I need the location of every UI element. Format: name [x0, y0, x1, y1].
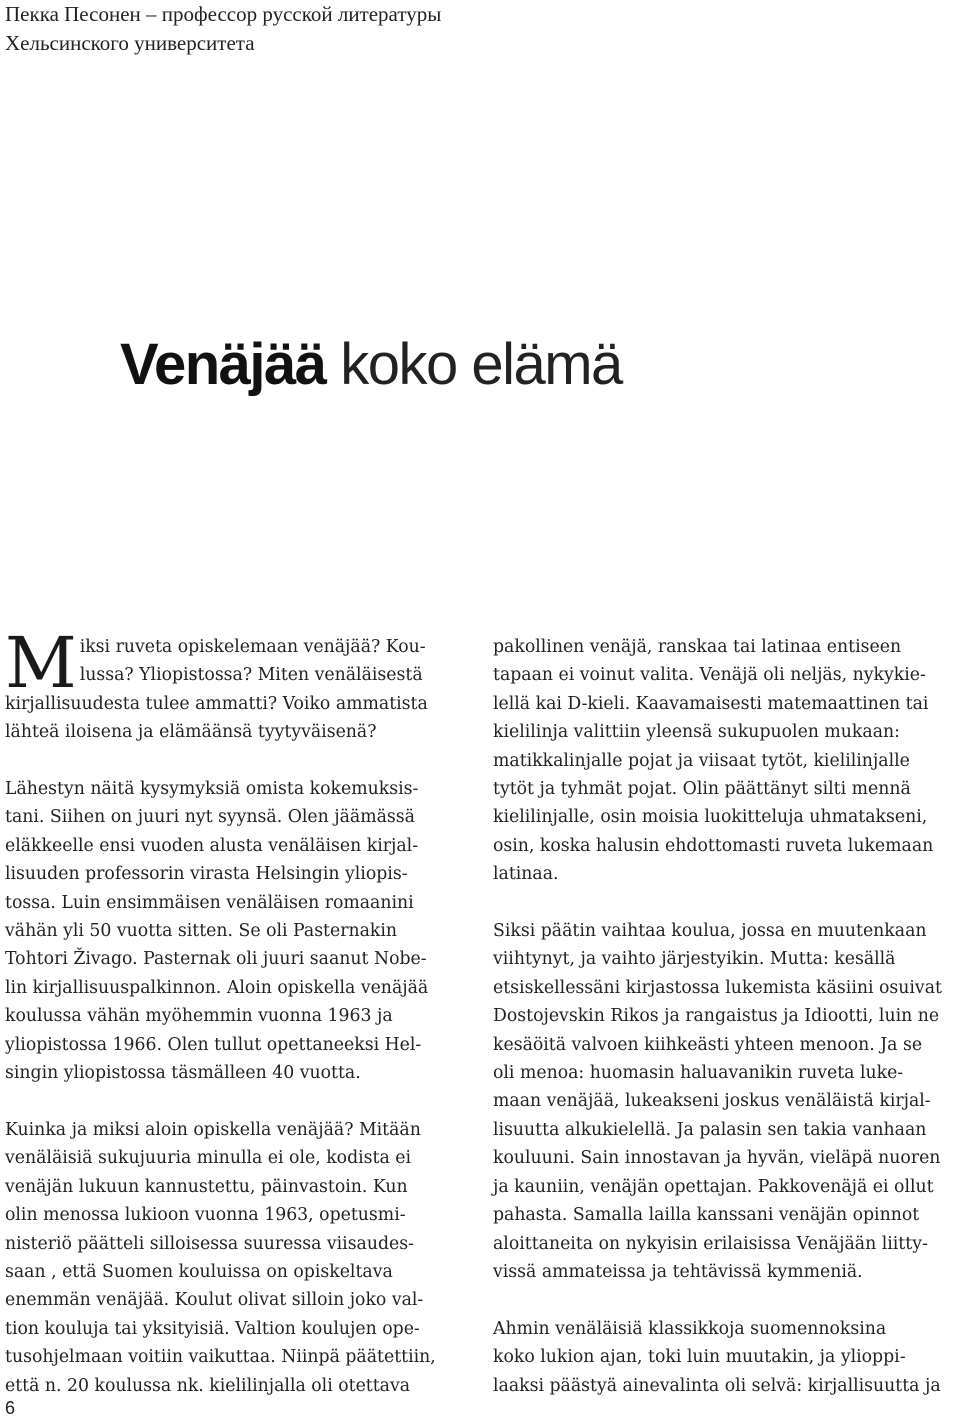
paragraph-2: Lähestyn näitä kysymyksiä omista kokemuksis- tani. Siihen on juuri nyt syynsä. Olen jäämässä eläkkeelle ensi vuoden alusta venäläisen kirjal- lisuuden professorin virasta Helsingin yliopis- tossa. Luin ensimmäisen venäläisen romaanini vähän yli 50 vuotta sitten. Se oli Pasternakin Tohtori Živago. Pasternak oli juuri saanut Nobe- lin kirjallisuuspalkinnon. Aloin opiskella venäjää koulussa vähän myöhemmin vuonna 1963 ja yliopistossa 1966. Olen tullut opettaneeksi Hel- singin yliopistossa täsmälleen 40 vuotta.: [5, 779, 429, 1084]
right-column: [493, 633, 955, 1428]
left-column: [5, 622, 465, 1428]
article-title: [120, 325, 622, 405]
paragraph-3: Kuinka ja miksi aloin opiskella venäjää? Mitään venäläisiä sukujuuria minulla ei ole, kodista ei venäjän lukuun kannustettu, päinvastoin. Kun olin menossa lukioon vuonna 1963, opetusmi- nisteriö päätteli silloisessa suuressa viisaudes- saan , että Suomen kouluissa on opiskeltava enemmän venäjää. Koulut olivat silloin joko val- tion kouluja tai yksityisiä. Valtion koulujen ope- tusohjelmaan voitiin vaikuttaa. Niinpä päätettiin, että n. 20 koulussa nk. kielilinjalla oli otettava: [5, 1119, 436, 1396]
paragraph-4: pakollinen venäjä, ranskaa tai latinaa entiseen tapaan ei voinut valita. Venäjä oli neljäs, nykykie- lellä kai D-kieli. Kaavamaisesti matemaattinen tai kielilinja valittiin yleensä sukupuolen mukaan: matikkalinjalle pojat ja viisaat tytöt, kielilinjalle tytöt ja tyhmät pojat. Olin päättänyt silti mennä kielilinjalle, osin moisia luokitteluja uhmatakseni, osin, koska halusin ehdottomasti ruveta lukemaan latinaa.: [493, 637, 934, 885]
title-light-part: koko elämä: [340, 332, 622, 397]
paragraph-5: Siksi päätin vaihtaa koulua, jossa en muutenkaan viihtynyt, ja vaihto järjestyikin. Mutta: kesällä etsiskellessäni kirjastossa lukemista käsiini osuivat Dostojevskin Rikos ja rangaistus ja Idiootti, luin ne kesäöitä valvoen kiihkeästi yhteen menoon. Ja se oli menoa: huomasin haluavanikin ruveta luke- maan venäjää, lukeakseni joskus venäläistä kirjal- lisuutta alkukielellä. Ja palasin sen takia vanhaan kouluuni. Sain innostavan ja hyvän, vieläpä nuoren ja kauniin, venäjän opettajan. Pakkovenäjä ei ollut pahasta. Samalla lailla kanssani venäjän opinnot aloittaneita on nykyisin erilaisissa Venäjään liitty- vissä ammateissa ja tehtävissä kymmeniä.: [493, 921, 942, 1282]
running-header: [5, 0, 441, 58]
page-number: 6: [5, 1398, 16, 1418]
paragraph-intro-text: iksi ruveta opiskelemaan venäjää? Kou- lussa? Yliopistossa? Miten venäläisestä kirjallisuudesta tulee ammatti? Voiko ammatista lähteä iloisena ja elämäänsä tyytyväisenä?: [5, 637, 428, 743]
paragraph-intro: [5, 622, 465, 747]
header-line-1: Пекка Песонен – профессор русской литературы: [5, 2, 442, 26]
header-line-2: Хельсинского университета: [5, 31, 255, 55]
drop-cap: M: [5, 622, 77, 704]
title-bold-part: Venäjää: [120, 332, 326, 397]
paragraph-6: Ahmin venäläisiä klassikkoja suomennoksina koko lukion ajan, toki luin muutakin, ja ylioppi- laaksi päästyä ainevalinta oli selvä: kirjallisuutta ja: [493, 1318, 941, 1396]
